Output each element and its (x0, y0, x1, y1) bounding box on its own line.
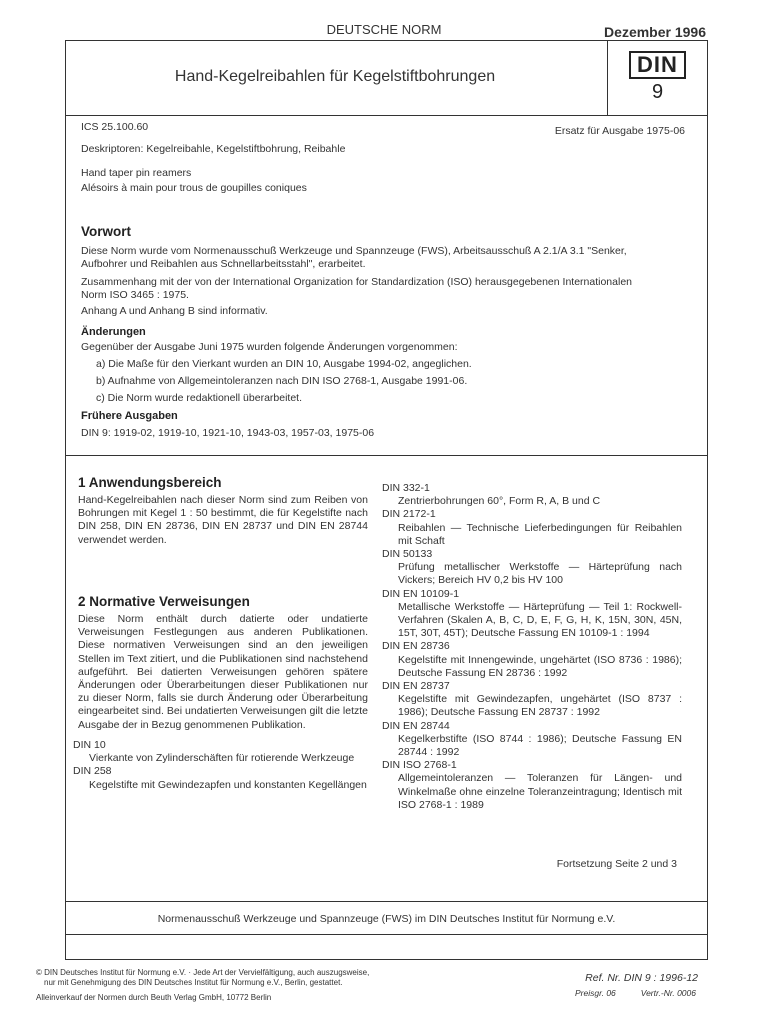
reference-item (73, 739, 369, 765)
reference-item (382, 680, 682, 720)
vorwort-heading: Vorwort (81, 224, 131, 239)
reference-code: DIN EN 10109-1 (382, 587, 460, 600)
continuation-note: Fortsetzung Seite 2 und 3 (556, 858, 677, 870)
references-right (382, 482, 682, 812)
sales-notice: Alleinverkauf der Normen durch Beuth Verlag GmbH, 10772 Berlin (36, 993, 272, 1002)
reference-item (382, 640, 682, 680)
section-2-text: Diese Norm enthält durch datierte oder undatierte Verweisungen Festlegungen aus anderen Publikationen. Diese normativen Verweisungen sind an den jeweiligen Stellen im Text zitiert, und die Publikationen sind nachstehend aufgeführt. Bei datierten Verweisungen gehören spätere Änderungen oder Überarbeitungen dieser Publikationen nur zu dieser Norm, falls sie durch Änderung oder Überarbeitung eingearbeitet sind. Bei undatierten Verweisungen gilt die letzte Ausgabe der in Bezug genommenen Publikation. (78, 613, 368, 731)
vorwort-text: Anhang A und Anhang B sind informativ. (81, 305, 268, 317)
price-group: Preisgr. 06 (575, 988, 616, 998)
din-number-box (607, 41, 707, 115)
change-item: b) Aufnahme von Allgemeintoleranzen nach DIN ISO 2768-1, Ausgabe 1991-06. (96, 375, 468, 387)
reference-title: Prüfung metallischer Werkstoffe — Härteprüfung nach Vickers; Bereich HV 0,2 bis HV 100 (398, 561, 682, 587)
title-row (66, 41, 707, 116)
change-item: a) Die Maße für den Vierkant wurden an DIN 10, Ausgabe 1994-02, angeglichen. (96, 358, 472, 370)
reference-number: Ref. Nr. DIN 9 : 1996-12 (585, 972, 698, 984)
title-french: Alésoirs à main pour trous de goupilles coniques (81, 182, 307, 194)
previous-editions: DIN 9: 1919-02, 1919-10, 1921-10, 1943-03, 1957-03, 1975-06 (81, 427, 375, 439)
reference-code: DIN 10 (73, 739, 106, 751)
copyright-notice: nur mit Genehmigung des DIN Deutsches Institut für Normung e.V., Berlin, gestattet. (44, 978, 343, 987)
title-english: Hand taper pin reamers (81, 167, 192, 179)
previous-editions-heading: Frühere Ausgaben (81, 410, 178, 422)
reference-title: Kegelstifte mit Gewindezapfen und konstanten Kegellängen (89, 778, 367, 791)
changes-intro: Gegenüber der Ausgabe Juni 1975 wurden folgende Änderungen vorgenommen: (81, 341, 458, 353)
reference-code: DIN EN 28736 (382, 640, 450, 653)
reference-item (382, 508, 682, 548)
replaces-edition: Ersatz für Ausgabe 1975-06 (554, 125, 685, 137)
reference-code: DIN 2172-1 (382, 508, 436, 521)
reference-item (382, 548, 682, 588)
reference-item (382, 759, 682, 812)
din-logo: DIN (629, 51, 686, 79)
issue-date: Dezember 1996 (604, 24, 706, 40)
changes-heading: Änderungen (81, 326, 146, 338)
change-item: c) Die Norm wurde redaktionell überarbeitet. (96, 392, 303, 404)
reference-title: Kegelstifte mit Gewindezapfen, ungehärtet (ISO 8737 : 1986); Deutsche Fassung EN 28737 : 1992 (398, 693, 682, 719)
norm-type-header: DEUTSCHE NORM (326, 22, 442, 37)
committee-divider-top (66, 901, 707, 902)
reference-title: Allgemeintoleranzen — Toleranzen für Längen- und Winkelmaße ohne einzelne Toleranzeintragung; Identisch mit ISO 2768-1 : 1989 (398, 772, 682, 811)
vorwort-text: Diese Norm wurde vom Normenausschuß Werkzeuge und Spannzeuge (FWS), Arbeitsausschuß A 2.1/A 3.1 "Senker, (81, 245, 627, 257)
reference-title: Kegelkerbstifte (ISO 8744 : 1986); Deutsche Fassung EN 28744 : 1992 (398, 732, 682, 759)
reference-code: DIN 258 (73, 765, 112, 778)
reference-item (73, 765, 369, 791)
descriptors: Deskriptoren: Kegelreibahle, Kegelstiftbohrung, Reibahle (81, 143, 346, 155)
reference-code: DIN EN 28737 (382, 680, 450, 693)
reference-item (382, 588, 682, 641)
references-left (73, 739, 369, 792)
section-1-heading: 1 Anwendungsbereich (78, 475, 222, 490)
vorwort-text: Aufbohrer und Reibahlen aus Schnellarbeitsstahl", erarbeitet. (81, 258, 366, 270)
reference-code: DIN ISO 2768-1 (382, 759, 457, 772)
reference-item (382, 482, 682, 508)
reference-title: Vierkante von Zylinderschäften für rotierende Werkzeuge (89, 752, 355, 765)
reference-title: Metallische Werkstoffe — Härteprüfung — Teil 1: Rockwell-Verfahren (Skalen A, B, C, D, E, F, G, H, K, 15N, 30N, 45N, 15T, 30T, 45T); Deutsche Fassung EN 10109-1 : 1994 (398, 600, 682, 640)
ics-code: ICS 25.100.60 (81, 121, 149, 133)
din-number: 9 (651, 81, 664, 103)
reference-code: DIN EN 28744 (382, 719, 450, 732)
reference-title: Kegelstifte mit Innengewinde, ungehärtet (ISO 8736 : 1986); Deutsche Fassung EN 28736 : 1992 (398, 653, 682, 679)
reference-title: Reibahlen — Technische Lieferbedingungen für Reibahlen mit Schaft (398, 521, 682, 547)
reference-title: Zentrierbohrungen 60°, Form R, A, B und C (398, 495, 601, 508)
committee-line: Normenausschuß Werkzeuge und Spannzeuge (FWS) im DIN Deutsches Institut für Normung e.V. (157, 913, 616, 925)
reference-code: DIN 50133 (382, 548, 433, 561)
section-divider (66, 455, 707, 456)
section-1-text: Hand-Kegelreibahlen nach dieser Norm sind zum Reiben von Bohrungen mit Kegel 1 : 50 bestimmt, die für Kegelstifte nach DIN 258, DIN EN 28736, DIN EN 28737 und DIN EN 28744 verwendet werden. (78, 494, 368, 546)
section-2-heading: 2 Normative Verweisungen (78, 594, 250, 609)
vorwort-text: Norm ISO 3465 : 1975. (81, 289, 189, 301)
reference-item (382, 720, 682, 760)
copyright-notice: © DIN Deutsches Institut für Normung e.V. · Jede Art der Vervielfältigung, auch auszugsweise, (36, 968, 370, 977)
distribution-number: Vertr.-Nr. 0006 (640, 988, 696, 998)
reference-code: DIN 332-1 (382, 482, 430, 494)
vorwort-text: Zusammenhang mit der von der International Organization for Standardization (ISO) herausgegebenen Internationalen (81, 276, 632, 288)
committee-divider-bottom (66, 934, 707, 935)
document-frame (65, 40, 708, 960)
document-title: Hand-Kegelreibahlen für Kegelstiftbohrungen (174, 68, 496, 85)
